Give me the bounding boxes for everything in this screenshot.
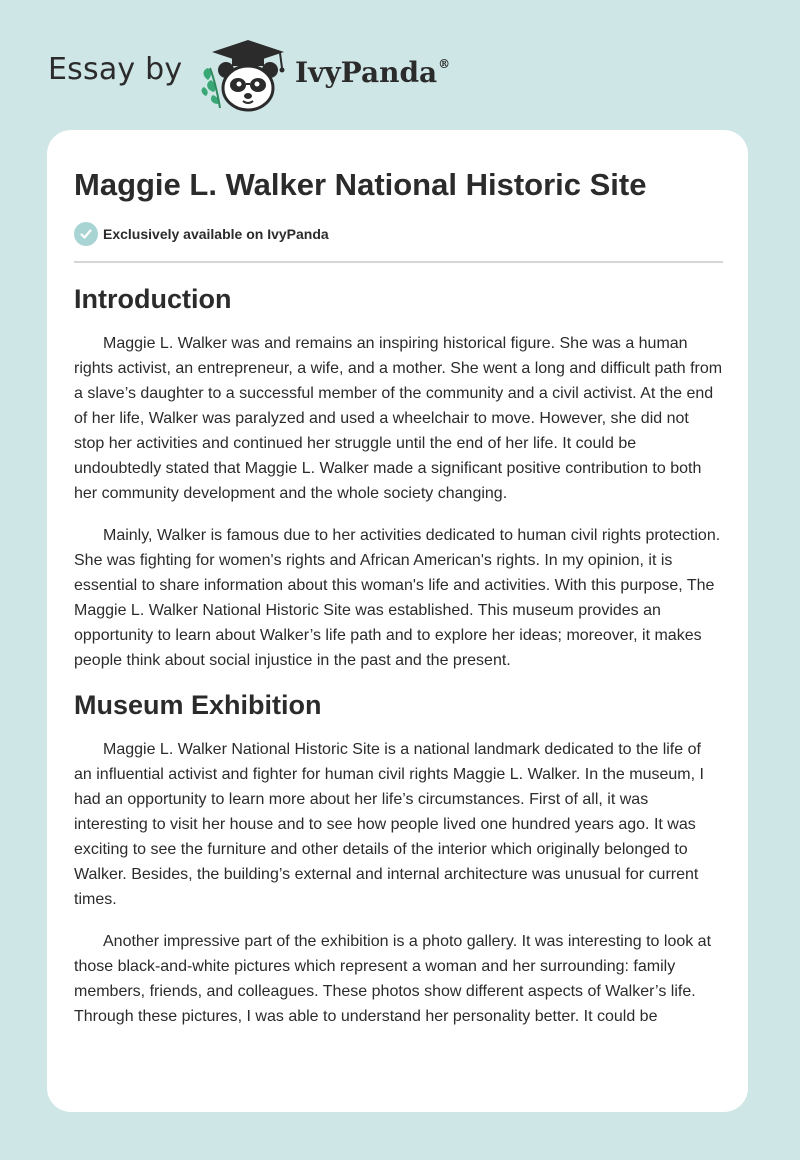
paragraph: Another impressive part of the exhibition is a photo gallery. It was interesting to look at those black-and-white pictures which represent a woman and her surrounding: family members, friends, and colleagues. These photos show different aspects of Walker’s life. Through these pictures, I was able to understand her personality better. It could be — [74, 933, 712, 1025]
paragraph: Maggie L. Walker National Historic Site is a national landmark dedicated to the life of an influential activist and fighter for human civil rights Maggie L. Walker. In the museum, I had an opportunity to learn more about her life’s circumstances. First of all, it was interesting to visit her house and to see how people lived one hundred years ago. It was exciting to see the furniture and other details of the interior which originally belonged to Walker. Besides, the building’s external and internal architecture was unusual for current times. — [74, 741, 704, 908]
exclusive-badge — [74, 222, 329, 246]
brand-text: IvyPanda — [295, 56, 438, 89]
site-header — [48, 30, 508, 110]
brand-name[interactable] — [295, 56, 450, 89]
essay-card — [47, 130, 748, 1112]
registered-mark: ® — [438, 56, 451, 71]
check-circle-icon — [74, 222, 98, 246]
exclusive-badge-text: Exclusively available on IvyPanda — [103, 226, 329, 242]
paragraph: Mainly, Walker is famous due to her activities dedicated to human civil rights protection. She was fighting for women's rights and African American's rights. In my opinion, it is essential to share information about this woman's life and activities. With this purpose, The Maggie L. Walker National Historic Site was established. This museum provides an opportunity to learn about Walker’s life path and to explore her ideas; moreover, it makes people think about social injustice in the past and the present. — [74, 527, 721, 669]
essay-by-label: Essay by — [48, 52, 183, 87]
essay-title: Maggie L. Walker National Historic Site — [74, 167, 647, 202]
ivy-leaf-icon — [202, 68, 220, 108]
panda-logo-icon[interactable] — [200, 34, 296, 114]
paragraph: Maggie L. Walker was and remains an inspiring historical figure. She was a human rights activist, an entrepreneur, a wife, and a mother. She went a long and difficult path from a slave’s daughter to a successful member of the community and a civil activist. At the end of her life, Walker was paralyzed and used a wheelchair to move. However, she did not stop her activities and continued her struggle until the end of her life. It could be undoubtedly stated that Maggie L. Walker made a significant positive contribution to both her community development and the whole society changing. — [74, 335, 723, 502]
section-heading: Museum Exhibition — [74, 690, 322, 720]
title-divider — [74, 261, 723, 263]
section-heading: Introduction — [74, 284, 232, 314]
essay-body — [74, 278, 723, 1046]
